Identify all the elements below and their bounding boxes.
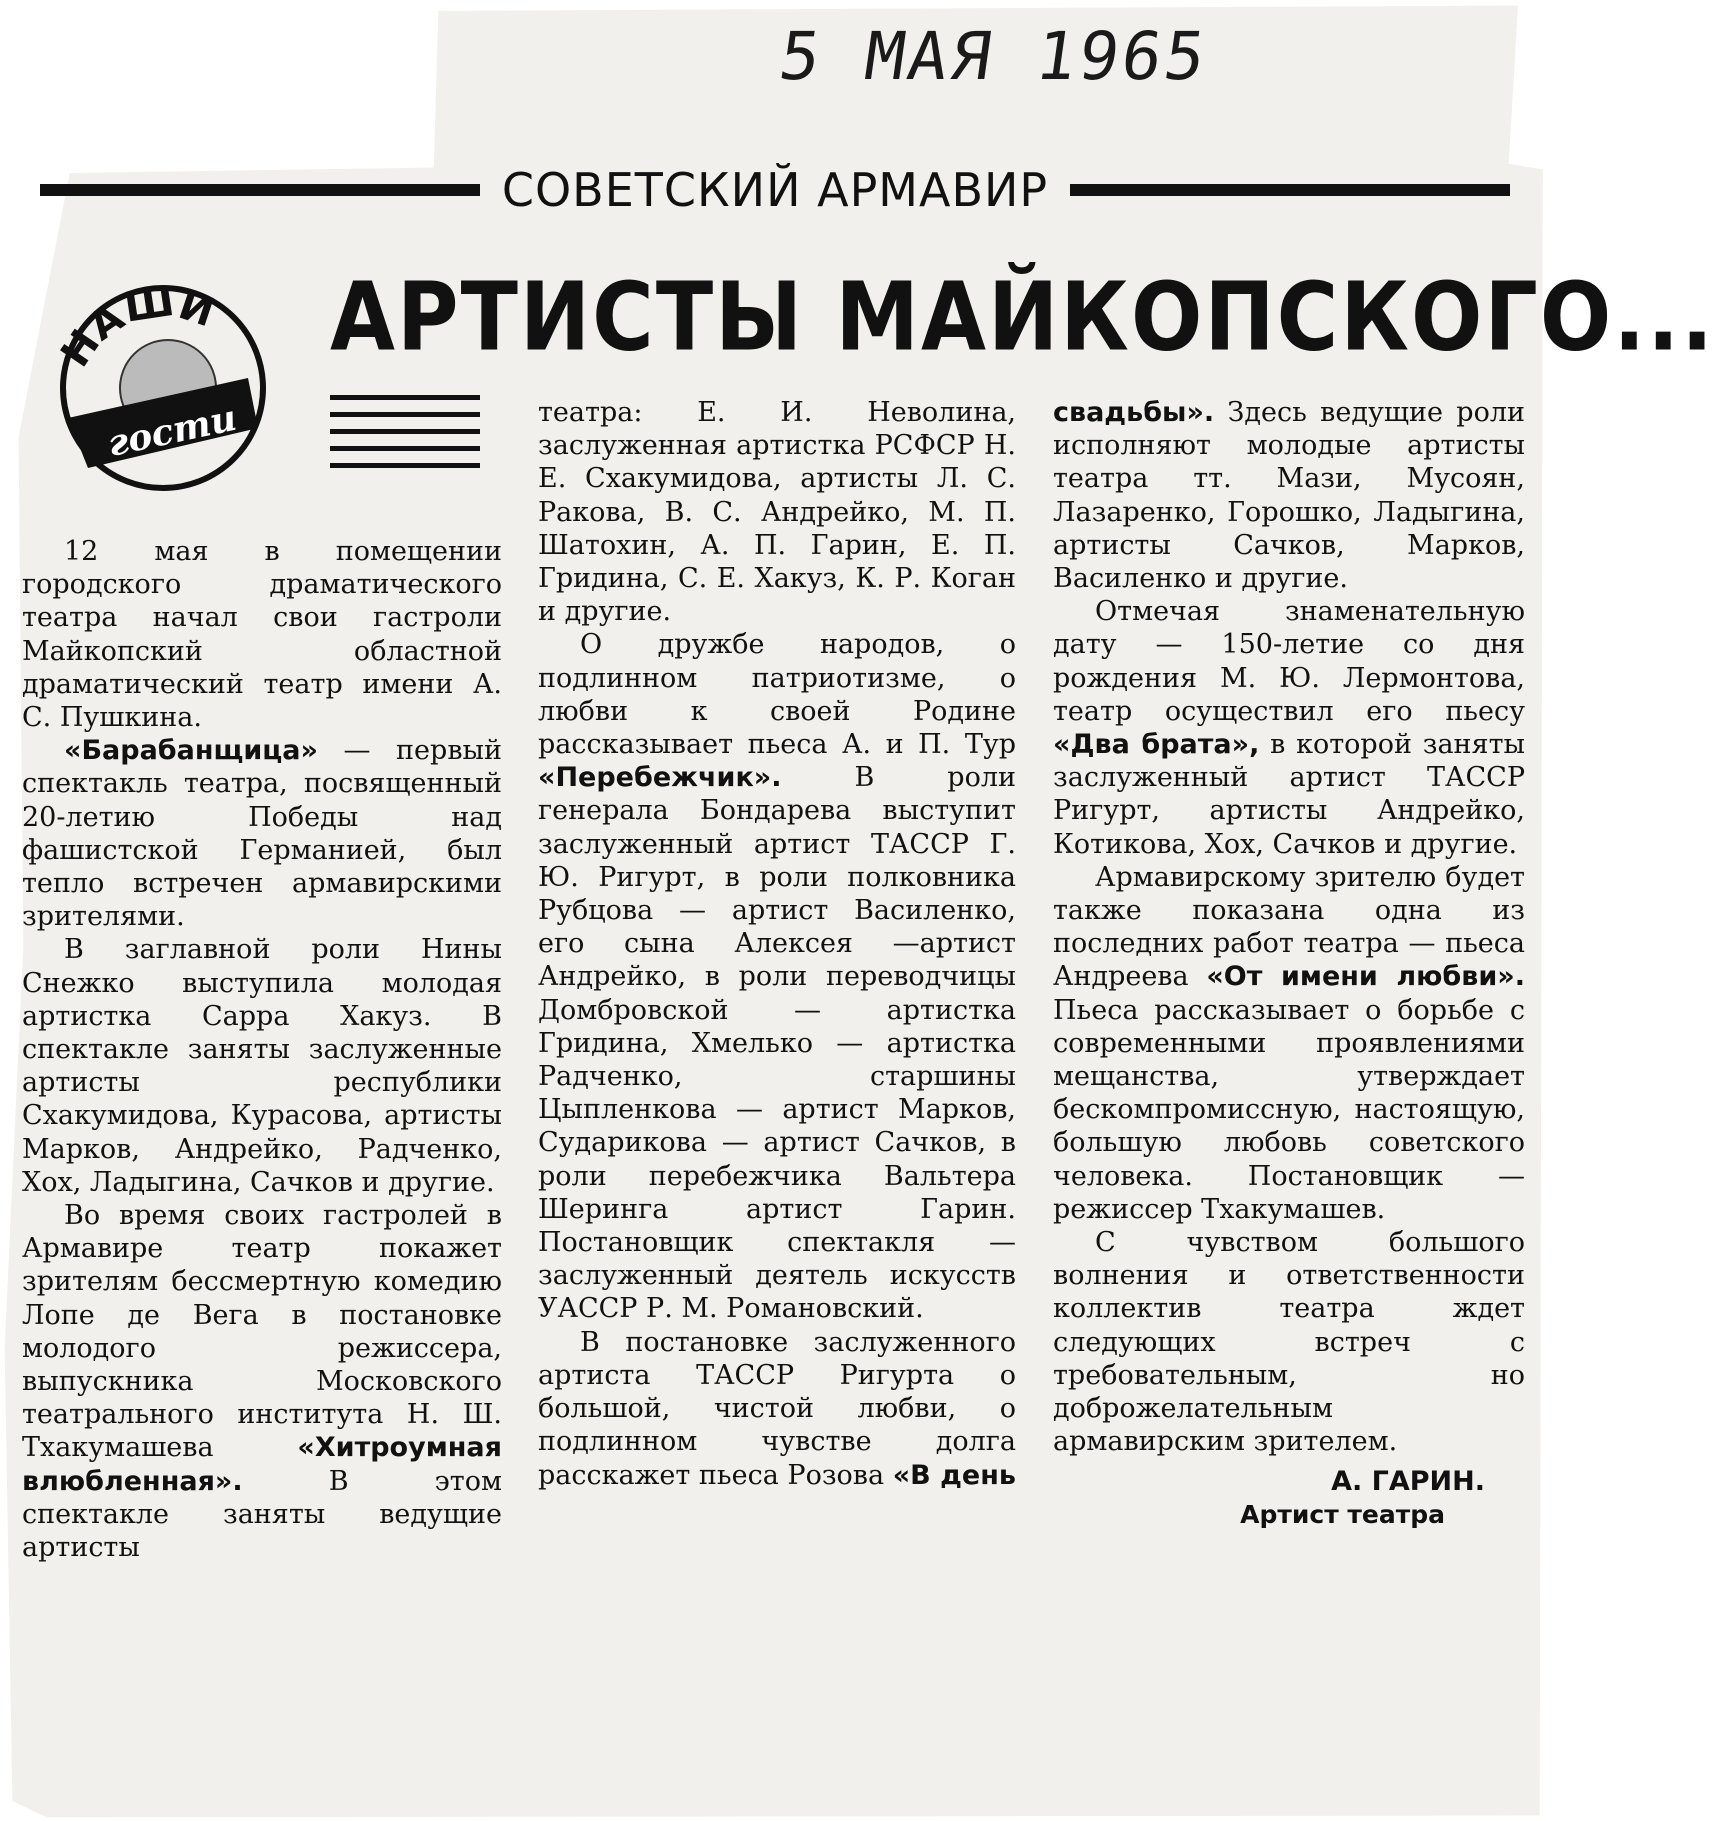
logo-title-top: НАШИ xyxy=(52,278,220,376)
paragraph: театра: Е. И. Неволина, заслуженная артистка РСФСР Н. Е. Схакумидова, артисты Л. С. Ракова, В. С. Андрейко, М. П. Шатохин, А. П. Гарин, Е. П. Гридина, С. Е. Хакуз, К. Р. Коган и другие. xyxy=(538,397,1016,628)
article-column-2 xyxy=(538,396,1016,1492)
play-title: «В день xyxy=(892,1459,1016,1491)
paragraph-text: В постановке заслуженного артиста ТАССР Ригурта о большой, чистой любви, о подлинном чувстве долга расскажет пьеса Розова xyxy=(538,1326,1016,1491)
paragraph xyxy=(538,628,1016,1325)
paragraph-text: — первый спектакль театра, посвященный 20-летию Победы над фашистской Германией, был тепло встречен армавирскими зрителями. xyxy=(22,735,502,933)
paragraph xyxy=(22,734,502,933)
paragraph xyxy=(22,1199,502,1564)
paragraph-text: Армавирскому зрителю будет также показана одна из последних работ театра — пьеса Андреева xyxy=(1053,861,1525,993)
play-title: «Два брата», xyxy=(1053,729,1260,761)
author-name: А. ГАРИН. xyxy=(1331,1465,1485,1497)
paragraph xyxy=(538,1326,1016,1492)
play-title: «Барабанщица» xyxy=(64,735,318,767)
newspaper-name: СОВЕТСКИЙ АРМАВИР xyxy=(501,163,1049,217)
play-title: свадьбы». xyxy=(1053,397,1215,428)
masthead-rule-left xyxy=(40,184,480,196)
decorative-lines xyxy=(330,395,480,480)
rubric-logo-graphic xyxy=(48,268,278,498)
paragraph-text: В роли генерала Бондарева выступит заслуженный артист ТАССР Г. Ю. Ригурт, в роли полковника Рубцова — артист Василенко, его сына Алексея —артист Андрейко, в роли переводчицы Домбровской — артистка Гридина, Хмелько — артистка Радченко, старшины Цыпленкова — артист Марков, Сударикова — артист Сачков, в роли перебежчика Вальтера Шеринга артист Гарин. Постановщик спектакля — заслуженный деятель искусств УАССР Р. М. Романовский. xyxy=(538,762,1016,1325)
paragraph xyxy=(1053,396,1525,595)
paragraph-text: О дружбе народов, о подлинном патриотизме, о любви к своей Родине рассказывает пьеса А. и П. Тур xyxy=(538,629,1016,761)
play-title: «Перебежчик». xyxy=(538,762,782,794)
masthead-rule-right xyxy=(1070,184,1510,196)
article-column-1 xyxy=(22,535,502,1564)
article-column-3 xyxy=(1053,396,1525,1531)
paragraph xyxy=(1053,595,1525,861)
paragraph: 12 мая в помещении городского драматического театра начал свои гастроли Майкопский областной драматический театр имени А. С. Пушкина. xyxy=(22,536,502,734)
author-title: Артист театра xyxy=(1240,1499,1445,1529)
paragraph: В заглавной роли Нины Снежко выступила молодая артистка Сарра Хакуз. В спектакле заняты заслуженные артисты республики Схакумидова, Курасова, артисты Марков, Андрейко, Радченко, Хох, Ладыгина, Сачков и другие. xyxy=(22,934,502,1198)
paragraph-text: Здесь ведущие роли исполняют молодые артисты театра тт. Мази, Мусоян, Лазаренко, Горошко, Ладыгина, артисты Сачков, Марков, Василенко и другие. xyxy=(1053,397,1525,595)
paragraph: С чувством большого волнения и ответственности коллектив театра ждет следующих встреч с требовательным, но доброжелательным армавирским зрителем. xyxy=(1053,1227,1525,1458)
play-title: «Хитроумная влюбленная». xyxy=(22,1432,502,1497)
article-headline: АРТИСТЫ МАЙКОПСКОГО... xyxy=(330,262,1715,372)
paragraph-text: в которой заняты заслуженный артист ТАССР Ригурт, артисты Андрейко, Котикова, Хох, Сачков и другие. xyxy=(1053,729,1525,860)
rubric-logo xyxy=(48,268,278,498)
date-stamp: 5 МАЯ 1965 xyxy=(774,18,1213,95)
play-title: «От имени любви». xyxy=(1206,961,1525,993)
newspaper-masthead xyxy=(40,160,1510,220)
logo-title-bottom: гости xyxy=(103,396,241,466)
paragraph-text: В этом спектакле заняты ведущие артисты xyxy=(22,1465,502,1564)
paragraph xyxy=(1053,861,1525,1226)
paragraph-text: Отмечая знаменательную дату — 150-летие со дня рождения М. Ю. Лермонтова, театр осуществил его пьесу xyxy=(1053,596,1525,727)
paragraph-text: Во время своих гастролей в Армавире театр покажет зрителям бессмертную комедию Лопе де Вега в постановке молодого режиссера, выпускника Московского театрального института Н. Ш. Тхакумашева xyxy=(22,1200,502,1464)
paragraph-text: Пьеса рассказывает о борьбе с современными проявлениями мещанства, утверждает бескомпромиссную, настоящую, большую любовь советского человека. Постановщик — режиссер Тхакумашев. xyxy=(1053,994,1525,1225)
